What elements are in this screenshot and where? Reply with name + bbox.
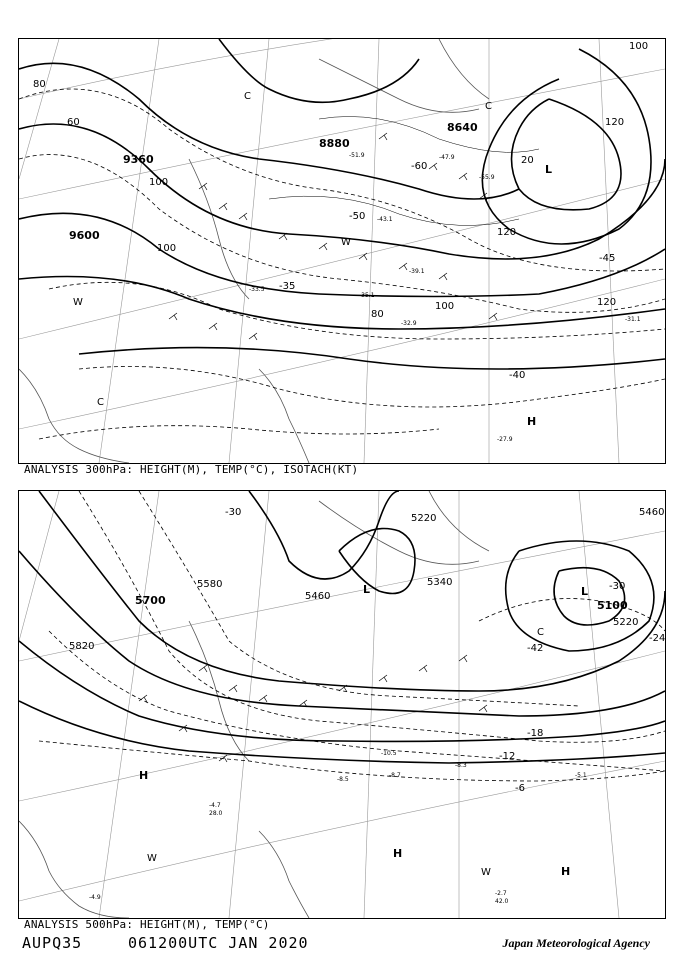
height-label: 5340 [427,577,453,588]
station-value: 42.0 [495,898,509,905]
warm-marker: W [73,297,83,308]
temp-label: -60 [411,161,428,172]
isotach-label: 100 [157,243,177,254]
height-label: 5700 [135,594,166,607]
isotach-label: 100 [435,301,455,312]
station-value: -35.1 [359,292,375,299]
agency-name: Japan Meteorological Agency [502,936,650,950]
station-value: -8.7 [389,772,401,779]
caption-300hpa: ANALYSIS 300hPa: HEIGHT(M), TEMP(°C), ISOTACH(KT) [24,463,359,476]
isotach-label: 80 [371,309,384,320]
height-contours [19,491,665,763]
height-label: 9360 [123,153,154,166]
map-500hpa [19,491,665,918]
isotach-label: 120 [597,297,617,308]
low-marker: L [545,163,553,176]
isotach-label: 120 [605,117,625,128]
temp-label: -35 [279,281,296,292]
height-label: 5460 [639,507,665,518]
warm-marker: W [341,237,351,248]
caption-500hpa: ANALYSIS 500hPa: HEIGHT(M), TEMP(°C) [24,918,270,931]
height-label: 9600 [69,229,100,242]
high-marker: H [527,415,537,428]
cold-marker: C [244,91,251,102]
station-value: -32.9 [401,320,417,327]
station-value: -55.9 [479,174,495,181]
isotach-label: 100 [149,177,169,188]
cold-marker: C [537,627,544,638]
coastline [19,39,489,463]
station-value: -10.5 [381,750,397,757]
warm-marker: W [481,867,491,878]
station-value: -4.7 [209,802,221,809]
station-value: -27.9 [497,436,513,443]
height-label: 5220 [613,617,639,628]
height-label: 5220 [411,513,437,524]
isotach-label: 120 [497,227,517,238]
station-value: -47.9 [439,154,455,161]
chart-300hpa [18,38,666,464]
station-value: -5.1 [575,772,587,779]
high-marker: H [139,769,149,782]
temp-label: -12 [499,751,516,762]
temp-label: -42 [527,643,544,654]
temp-label: -30 [609,581,626,592]
height-label: 5580 [197,579,223,590]
low-marker: L [581,585,589,598]
station-value: -33.5 [249,286,265,293]
isotach-label: 80 [33,79,46,90]
wind-barbs [139,655,487,762]
station-value: -8.3 [455,762,467,769]
isotach-label: 100 [629,41,649,52]
temp-label: -30 [225,507,242,518]
height-label: 5100 [597,599,628,612]
temp-label: -40 [509,370,526,381]
height-label: 5460 [305,591,331,602]
high-marker: H [561,865,571,878]
coastline [19,491,489,918]
isotach-label: 60 [67,117,80,128]
cold-marker: C [97,397,104,408]
map-300hpa [19,39,665,463]
station-value: -8.5 [337,776,349,783]
height-label: 8880 [319,137,350,150]
isotherm-lines [39,491,665,781]
station-value: 28.0 [209,810,223,817]
station-value: -2.7 [495,890,507,897]
temp-label: -24 [649,633,665,644]
temp-label: -50 [349,211,366,222]
chart-identifier: AUPQ35 [22,934,83,952]
isotach-label: 20 [521,155,534,166]
station-value: -31.1 [625,316,641,323]
station-value: -4.9 [89,894,101,901]
station-value: -39.1 [409,268,425,275]
chart-500hpa [18,490,666,919]
station-value: -51.9 [349,152,365,159]
warm-marker: W [147,853,157,864]
valid-time: 061200UTC JAN 2020 [128,934,309,952]
height-label: 8640 [447,121,478,134]
station-value: -43.1 [377,216,393,223]
cold-marker: C [485,101,492,112]
temp-label: -18 [527,728,544,739]
high-marker: H [393,847,403,860]
height-contours [19,39,665,369]
height-label: 5820 [69,641,95,652]
temp-label: -6 [515,783,525,794]
low-marker: L [363,583,371,596]
isotherms [269,117,539,226]
temp-label: -45 [599,253,616,264]
